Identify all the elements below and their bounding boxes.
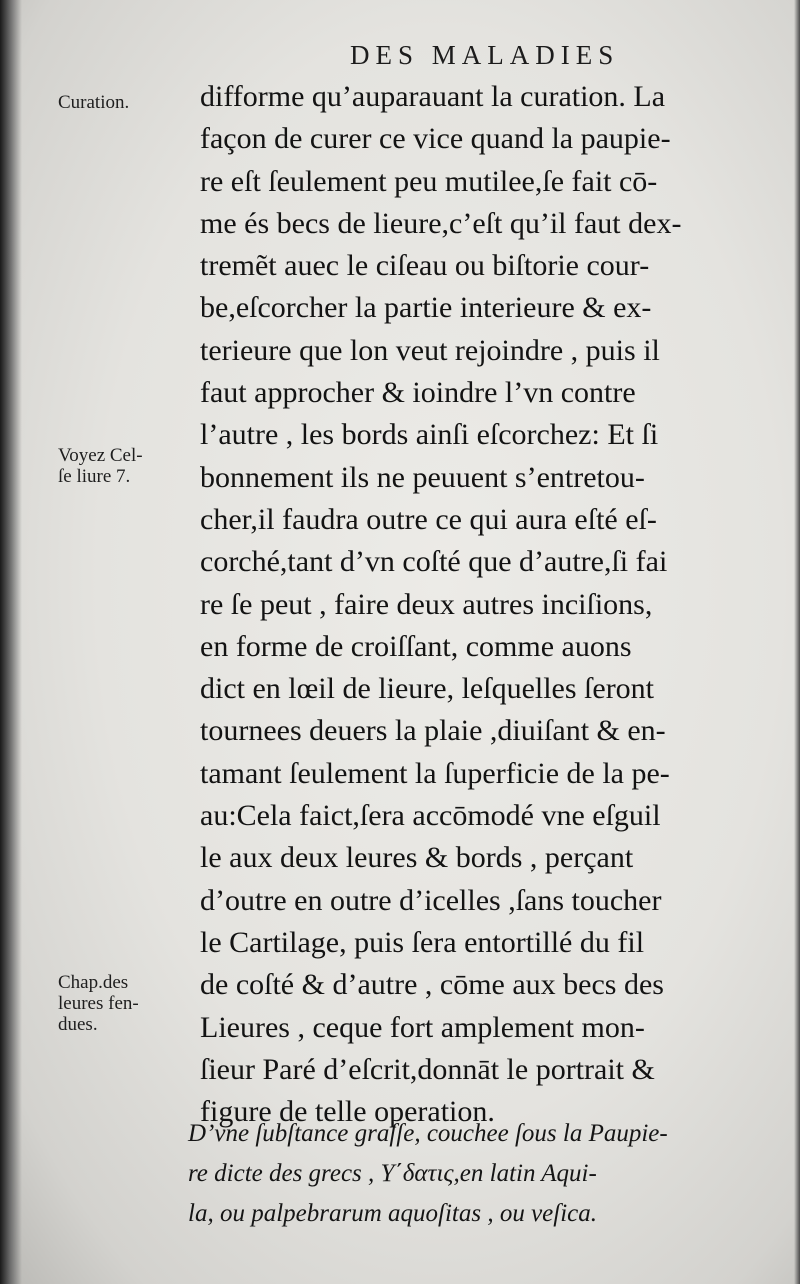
page-gutter-shadow <box>0 0 22 1284</box>
body-line: bonnement ils ne peuuent s’entretou- <box>200 460 645 494</box>
body-line: me és becs de lieure,c’eſt qu’il faut dex- <box>200 206 682 240</box>
italic-paragraph <box>188 1114 798 1234</box>
body-line: tremẽt auec le ciſeau ou biſtorie cour- <box>200 249 650 283</box>
body-paragraph <box>200 76 800 1133</box>
margin-note-line: dues. <box>58 1014 98 1035</box>
body-line: ſieur Paré d’eſcrit,donnāt le portrait & <box>200 1052 655 1086</box>
body-line: difforme qu’auparauant la curation. La <box>200 80 666 113</box>
margin-note-curation <box>58 92 129 113</box>
body-line: en forme de croiſſant, comme auons <box>200 629 632 663</box>
body-line: de coſté & d’autre , cōme aux becs des <box>200 968 664 1002</box>
body-line: le Cartilage, puis ſera entortillé du fil <box>200 925 645 959</box>
body-line: figure de telle operation. <box>200 1095 495 1129</box>
body-line: re eſt ſeulement peu mutilee,ſe fait cō- <box>200 164 658 198</box>
body-line: re ſe peut , faire deux autres inciſions, <box>200 587 653 621</box>
margin-note-celse <box>58 445 143 487</box>
body-line: le aux deux leures & bords , perçant <box>200 841 634 875</box>
body-line: terieure que lon veut rejoindre , puis il <box>200 333 660 367</box>
italic-line: re dicte des grecs , Υ΄δατις,en latin Aqui- <box>188 1160 597 1187</box>
body-line: faut approcher & ioindre l’vn contre <box>200 376 636 410</box>
body-line: Lieures , ceque fort amplement mon- <box>200 1010 645 1044</box>
body-line: dict en lœil de lieure, leſquelles ſeront <box>200 672 655 706</box>
italic-line: la, ou palpebrarum aquoſitas , ou veſica. <box>188 1200 597 1227</box>
italic-line: D’vne ſubſtance graſſe, couchee ſous la Paupie- <box>188 1120 668 1147</box>
margin-note-line: Curation. <box>58 92 130 113</box>
body-line: l’autre , les bords ainſi eſcorchez: Et ſi <box>200 418 659 452</box>
body-line: be,eſcorcher la partie interieure & ex- <box>200 291 652 325</box>
body-line: au:Cela faict,ſera accōmodé vne eſguil <box>200 799 661 833</box>
body-line: corché,tant d’vn coſté que d’autre,ſi fai <box>200 545 668 579</box>
body-line: tamant ſeulement la ſuperficie de la pe- <box>200 756 670 790</box>
margin-note-line: Voyez Cel- <box>58 445 143 466</box>
body-line: façon de curer ce vice quand la paupie- <box>200 122 671 156</box>
body-line: d’outre en outre d’icelles ,ſans toucher <box>200 883 662 917</box>
body-line: tournees deuers la plaie ,diuiſant & en- <box>200 714 666 748</box>
margin-note-line: ſe liure 7. <box>58 466 131 487</box>
running-head: DES MALADIES <box>350 40 620 70</box>
margin-note-chapter <box>58 972 139 1035</box>
margin-note-line: leures fen- <box>58 993 139 1014</box>
margin-note-line: Chap.des <box>58 972 129 993</box>
body-line: cher,il faudra outre ce qui aura eſté eſ- <box>200 502 657 536</box>
